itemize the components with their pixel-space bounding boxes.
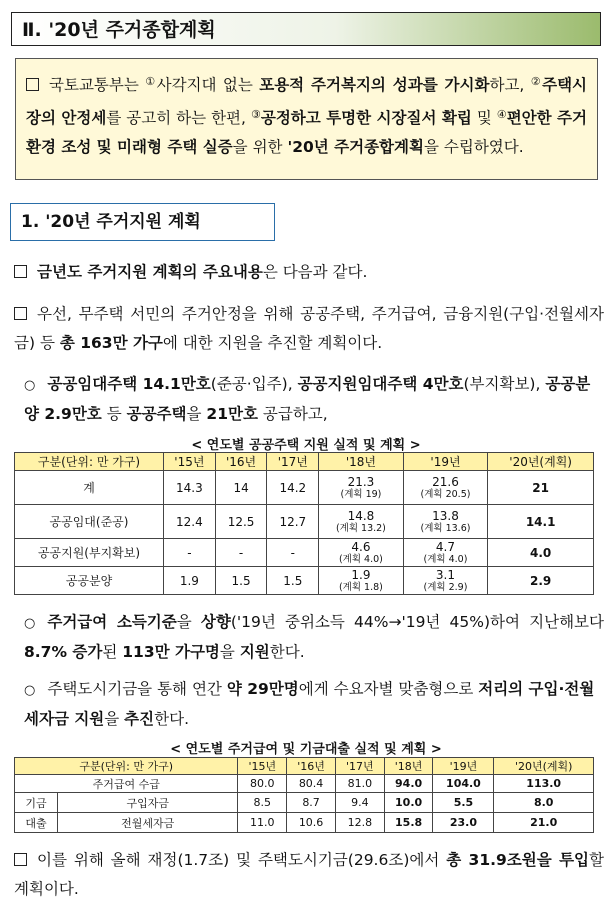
table-cell: 1.5 [215,567,267,595]
table-cell [403,539,488,567]
cell-plan: (계획 4.0) [338,554,383,565]
table-cell [319,539,404,567]
header-cell: '20년(계획) [488,453,594,471]
row-label: 구입자금 [58,793,238,813]
table-header-row [15,453,594,471]
bullet1-bold: 공공지원임대주택 4만호 [297,375,464,393]
cell-plan: (계획 1.8) [338,582,383,593]
num-3: ③ [250,108,261,121]
table-cell: 15.8 [384,813,433,833]
table-cell: 14.1 [488,505,594,539]
bullet-3 [24,675,604,734]
header-cell: '16년 [287,758,336,775]
num-2: ② [530,75,543,88]
bullet3-text: 에게 수요자별 맞춤형으로 [298,680,479,698]
table-cell: 9.4 [335,793,384,813]
bullet1-text: (준공·입주), [210,375,298,393]
header-cell: '15년 [164,453,216,471]
cell-value: 13.8 [432,509,459,523]
group-label: 기금 [15,793,58,813]
para1-bold: 금년도 주거지원 계획의 주요내용 [37,263,263,281]
table-cell: 11.0 [238,813,287,833]
bullet1-bold: 21만호 [206,405,258,423]
header-cell: 구분(단위: 만 가구) [15,758,238,775]
bullet1-text: 등 [101,405,127,423]
table-row [15,775,594,793]
table-cell: 113.0 [494,775,594,793]
summary-text: 를 공고히 하는 한편, [106,109,251,127]
circle-bullet: ○ [24,378,36,393]
bullet1-text: 을 [186,405,207,423]
summary-bold: 안정세 [55,109,107,127]
bullet2-bold: 주거급여 소득기준 [47,613,177,631]
checkbox-bullet [26,78,39,91]
table-cell: 21.0 [494,813,594,833]
table-cell: - [164,539,216,567]
table-cell: - [215,539,267,567]
bullet1-text: 공급하고, [257,405,328,423]
bullet-1 [24,370,604,429]
table-cell: 23.0 [433,813,494,833]
table-cell: 8.0 [494,793,594,813]
table-cell: 80.0 [238,775,287,793]
cell-plan: (계획 4.0) [423,554,468,565]
table-cell: 94.0 [384,775,433,793]
bullet2-bold: 8.7% 증가 [24,643,103,661]
table-header-row [15,758,594,775]
table-cell: 5.5 [433,793,494,813]
summary-bold: 편안한 주거환경 조성 및 미래형 주택 실증 [26,109,587,156]
paragraph-1 [14,258,604,287]
para3-text: 할 계획이다. [14,851,604,898]
bullet3-bold: 추진 [124,710,155,728]
paragraph-3 [14,846,604,904]
para3-bold: 총 31.9조원을 투입 [446,851,590,869]
bullet1-bold: 공공임대주택 14.1만호 [47,375,211,393]
summary-bold: '20년 주거종합계획 [287,138,424,156]
para2-text: 에 대한 지원을 추진할 계획이다. [162,334,383,352]
summary-text: 사각지대 없는 [156,76,260,94]
header-cell: '20년(계획) [494,758,594,775]
table2-caption: < 연도별 주거급여 및 기금대출 실적 및 계획 > [170,742,442,757]
table-cell: 10.6 [287,813,336,833]
table-cell: 14.2 [267,471,319,505]
table-cell [403,471,488,505]
paragraph-2 [14,300,604,358]
row-label: 공공지원(부지확보) [15,539,164,567]
bullet1-text: (부지확보), [463,375,546,393]
header-cell: '17년 [335,758,384,775]
table-cell: 12.4 [164,505,216,539]
cell-value: 21.3 [347,475,375,489]
cell-plan: (계획 20.5) [420,489,471,500]
header-cell: 구분(단위: 만 가구) [15,453,164,471]
cell-value: 4.6 [351,540,371,554]
table-cell: 14 [215,471,267,505]
para2-bold: 총 163만 가구 [59,334,163,352]
bullet2-bold: 113만 가구명 [122,643,220,661]
summary-text: 을 수립하였다. [423,138,524,156]
num-1: ① [145,75,157,88]
table-cell: 80.4 [287,775,336,793]
summary-text: 국토교통부는 [49,76,146,94]
table-cell: 104.0 [433,775,494,793]
table-cell: 12.5 [215,505,267,539]
para2-text: 우선, 무주택 서민의 주거안정을 위해 공공주택, 주거급여, 금융지원(구입·전월세자금) 등 [14,305,604,352]
cell-plan: (계획 19) [340,489,382,500]
table-cell: 21 [488,471,594,505]
table-row [15,505,594,539]
bullet1-bold: 공공분양 2.9만호 [24,375,591,423]
header-cell: '18년 [319,453,404,471]
summary-box [15,58,598,180]
table-row [15,813,594,833]
summary-text: 및 [471,109,497,127]
checkbox-bullet [14,265,27,278]
table-cell [319,567,404,595]
housing-benefit-table [14,757,594,833]
cell-value: 21.6 [432,475,459,489]
cell-plan: (계획 13.6) [420,523,471,534]
header-cell: '17년 [267,453,319,471]
table-cell [403,505,488,539]
table-row [15,567,594,595]
row-label: 공공임대(준공) [15,505,164,539]
table-cell: 1.9 [164,567,216,595]
num-4: ④ [496,108,507,121]
header-cell: '19년 [403,453,488,471]
circle-bullet: ○ [24,616,36,631]
row-label: 공공분양 [15,567,164,595]
table-cell: 12.8 [335,813,384,833]
row-label: 계 [15,471,164,505]
bullet2-text: ('19년 중위소득 44%→'19년 45%)하여 지난해보다 [230,613,605,631]
table-cell: 1.5 [267,567,319,595]
checkbox-bullet [14,307,27,320]
bullet2-bold: 지원 [239,643,270,661]
table-cell: 4.0 [488,539,594,567]
table-cell: 12.7 [267,505,319,539]
group-label: 대출 [15,813,58,833]
summary-text: 하고, [489,76,531,94]
header-cell: '16년 [215,453,267,471]
table-cell: 10.0 [384,793,433,813]
bullet3-bold: 약 29만명 [226,680,299,698]
cell-plan: (계획 2.9) [423,582,468,593]
table-cell: 14.3 [164,471,216,505]
cell-value: 14.8 [347,509,375,523]
table-cell: 8.7 [287,793,336,813]
table-cell [319,505,404,539]
subsection-title: 1. '20년 주거지원 계획 [10,203,275,241]
table-row [15,793,594,813]
bullet2-text: 을 [219,643,240,661]
bullet1-bold: 공공주택 [126,405,187,423]
cell-value: 4.7 [435,540,456,554]
checkbox-bullet [14,853,27,866]
bullet3-text: 한다. [154,710,189,728]
bullet3-text: 을 [104,710,125,728]
table1-caption: < 연도별 공공주택 지원 실적 및 계획 > [191,438,421,453]
bullet-2 [24,608,604,667]
summary-bold: 주택시장의 [26,76,588,127]
row-label: 주거급여 수급 [15,775,238,793]
table-cell [319,471,404,505]
summary-bold: 공정하고 투명한 시장질서 확립 [260,109,472,127]
table-cell: 81.0 [335,775,384,793]
header-cell: '15년 [238,758,287,775]
para3-text: 이를 위해 올해 재정(1.7조) 및 주택도시기금(29.6조)에서 [37,851,447,869]
circle-bullet: ○ [24,683,36,698]
cell-value: 3.1 [435,568,456,582]
cell-plan: (계획 13.2) [335,523,386,534]
table-cell: 8.5 [238,793,287,813]
bullet2-bold: 상향 [200,613,231,631]
bullet3-bold: 저리의 구입·전월세자금 지원 [24,680,595,728]
bullet2-text: 한다. [269,643,305,661]
para1-text: 은 다음과 같다. [262,263,368,281]
bullet2-text: 된 [102,643,123,661]
summary-bold: 포용적 주거복지의 성과를 가시화 [259,76,490,94]
table-cell: 2.9 [488,567,594,595]
header-cell: '19년 [433,758,494,775]
cell-value: 1.9 [351,568,371,582]
bullet2-text: 을 [176,613,201,631]
table-cell [403,567,488,595]
public-housing-table [14,452,594,595]
table-row [15,539,594,567]
header-cell: '18년 [384,758,433,775]
summary-text: 을 위한 [232,138,288,156]
table-cell: - [267,539,319,567]
bullet3-text: 주택도시기금을 통해 연간 [47,680,227,698]
section-title: Ⅱ. '20년 주거종합계획 [11,12,601,46]
table-row [15,471,594,505]
row-label: 전월세자금 [58,813,238,833]
